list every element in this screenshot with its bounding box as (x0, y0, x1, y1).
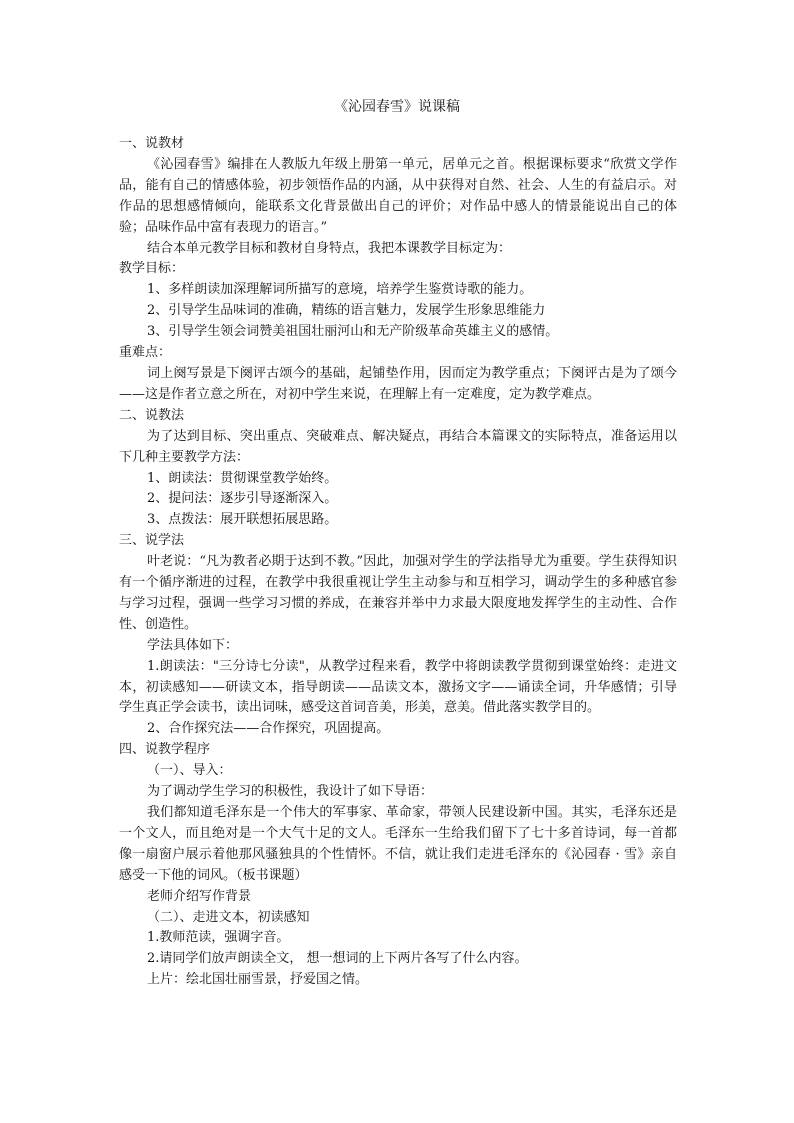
paragraph: 叶老说：“凡为教者必期于达到不教。”因此，加强对学生的学法指导尤为重要。学生获得知识有一个循序渐进的过程，在教学中我很重视让学生主动参与和互相学习，调动学生的多种感官参与学习过程，强调一些学习习惯的养成，在兼容并举中力求最大限度地发挥学生的主动性、合作性、创造性。 (119, 554, 677, 632)
section-heading: 教学目标： (119, 261, 185, 277)
paragraph: 为了达到目标、突出重点、突破难点、解决疑点，再结合本篇课文的实际特点，准备运用以下几种主要教学方法： (119, 428, 677, 465)
paragraph: （一）、导入： (147, 763, 232, 779)
paragraph: 学法具体如下： (147, 637, 239, 653)
paragraph: 为了调动学生学习的积极性，我设计了如下导语： (147, 784, 434, 800)
paragraph: 3、引导学生领会词赞美祖国壮丽河山和无产阶级革命英雄主义的感情。 (147, 324, 559, 340)
paragraph: 1、朗读法：贯彻课堂教学始终。 (147, 470, 338, 486)
section-heading: 重难点： (119, 345, 172, 361)
paragraph: 老师介绍写作背景 (147, 888, 252, 904)
paragraph: 我们都知道毛泽东是一个伟大的军事家、革命家，带领人民建设新中国。其实，毛泽东还是一个文人，而且绝对是一个大气十足的文人。毛泽东一生给我们留下了七十多首诗词，每一首都像一扇窗户展示着他那风骚独具的个性情怀。不信，就让我们走进毛泽东的《沁园春 · 雪》亲自感受一下他的词风。（板书课题） (119, 805, 677, 883)
paragraph: 词上阕写景是下阕评古颂今的基础，起铺垫作用，因而定为教学重点；下阕评古是为了颂今——这是作者立意之所在，对初中学生来说，在理解上有一定难度，定为教学难点。 (119, 365, 677, 402)
paragraph: 2、引导学生品味词的准确，精练的语言魅力，发展学生形象思维能力 (147, 303, 546, 319)
section-heading: 一、说教材 (119, 136, 185, 151)
document-title: 《沁园春雪》说课稿 (334, 99, 460, 115)
document-body (119, 134, 677, 991)
paragraph: 3、点拨法：展开联想拓展思路。 (147, 512, 338, 528)
paragraph: 《沁园春雪》编排在人教版九年级上册第一单元，居单元之首。根据课标要求“欣赏文学作品，能有自己的情感体验，初步领悟作品的内涵，从中获得对自然、社会、人生的有益启示。对作品的思想感情倾向，能联系文化背景做出自己的评价；对作品中感人的情景能说出自己的体验；品味作品中富有表现力的语言。” (119, 156, 677, 235)
paragraph: 上片：绘北国壮丽雪景，抒爱国之情。 (147, 972, 369, 988)
section-heading: 四、说教学程序 (119, 742, 211, 758)
paragraph: 1.朗读法："三分诗七分读"，从教学过程来看，教学中将朗读教学贯彻到课堂始终：走进文本，初读感知——研读文本，指导朗读——品读文本，激扬文字——诵读全词，升华感情；引导学生真正学会读书，读出词味，感受这首词音美，形美，意美。借此落实教学目的。 (119, 658, 677, 716)
paragraph: 2、提问法：逐步引导逐渐深入。 (147, 491, 338, 507)
paragraph: （二）、走进文本，初读感知 (147, 909, 310, 925)
paragraph: 结合本单元教学目标和教材自身特点，我把本课教学目标定为： (147, 240, 512, 256)
paragraph: 2、合作探究法——合作探究，巩固提高。 (147, 721, 390, 737)
section-heading: 三、说学法 (119, 533, 185, 549)
paragraph: 1、多样朗读加深理解词所描写的意境，培养学生鉴赏诗歌的能力。 (147, 282, 533, 298)
section-heading: 二、说教法 (119, 407, 185, 423)
paragraph: 1.教师范读，强调字音。 (147, 930, 290, 946)
paragraph: 2.请同学们放声朗读全文， 想一想词的上下两片各写了什么内容。 (147, 951, 528, 967)
